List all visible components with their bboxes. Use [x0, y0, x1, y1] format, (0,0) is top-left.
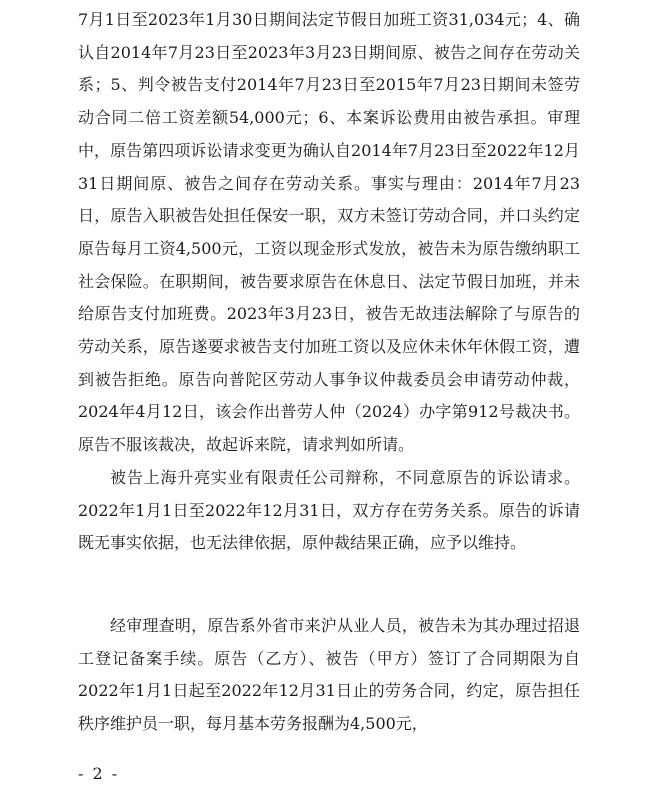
paragraph-text: 被告上海升亮实业有限责任公司辩称，不同意原告的诉讼请求。2022年1月1日至2022年12月31日，双方存在劳务关系。原告的诉请既无事实依据，也无法律依据，原仲裁结果正确，应予以维持。: [78, 468, 580, 553]
paragraph-text: 经审理查明，原告系外省市来沪从业人员，被告未为其办理过招退工登记备案手续。原告（乙方）、被告（甲方）签订了合同期限为自2022年1月1日起至2022年12月31日止的劳务合同，约定，原告担任秩序维护员一职，每月基本劳务报酬为4,500元，: [78, 616, 580, 734]
paragraph-findings: [78, 610, 580, 741]
page-number: - 2 -: [78, 764, 120, 783]
paragraph-text: 7月1日至2023年1月30日期间法定节假日加班工资31,034元；4、确认自2014年7月23日至2023年3月23日期间原、被告之间存在劳动关系；5、判令被告支付2014年7月23日至2015年7月23日期间未签劳动合同二倍工资差额54,000元；6、本案诉讼费用由被告承担。审理中，原告第四项诉讼请求变更为确认自2014年7月23日至2022年12月31日期间原、被告之间存在劳动关系。事实与理由：2014年7月23日，原告入职被告处担任保安一职，双方未签订劳动合同，并口头约定原告每月工资4,500元，工资以现金形式发放，被告未为原告缴纳职工社会保险。在职期间，被告要求原告在休息日、法定节假日加班，并未给原告支付加班费。2023年3月23日，被告无故违法解除了与原告的劳动关系，原告遂要求被告支付加班工资以及应休未休年休假工资，遭到被告拒绝。原告向普陀区劳动人事争议仲裁委员会申请劳动仲裁，2024年4月12日，该会作出普劳人仲（2024）办字第912号裁决书。原告不服该裁决，故起诉来院，请求判如所请。: [78, 10, 580, 455]
paragraph-defendant-defense: [78, 462, 580, 560]
paragraph-claims-and-facts: [78, 4, 580, 462]
